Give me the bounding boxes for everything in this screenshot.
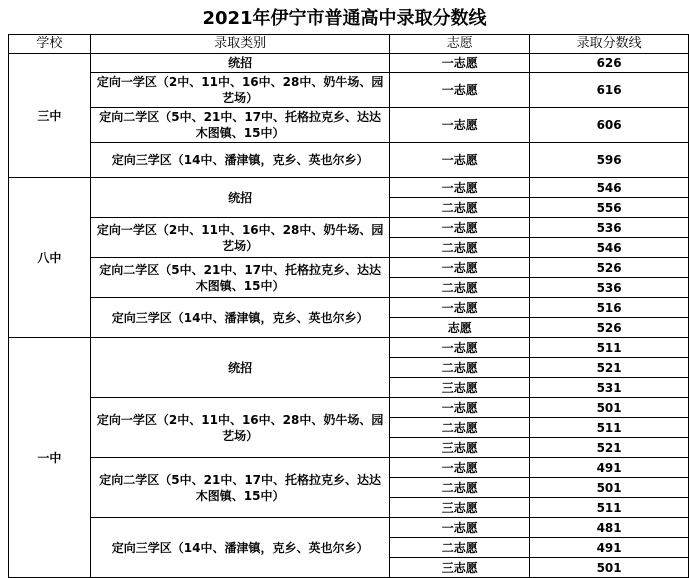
category-cell[interactable]: 定向二学区（5中、21中、17中、托格拉克乡、达达木图镇、15中）	[90, 258, 390, 298]
choice-cell[interactable]: 二志愿	[390, 418, 530, 438]
score-cell[interactable]: 536	[530, 278, 689, 298]
choice-cell[interactable]: 志愿	[390, 318, 530, 338]
score-cell[interactable]: 491	[530, 458, 689, 478]
school-cell[interactable]: 三中	[9, 54, 91, 178]
choice-cell[interactable]: 二志愿	[390, 478, 530, 498]
choice-cell[interactable]: 三志愿	[390, 498, 530, 518]
score-cell[interactable]: 616	[530, 73, 689, 108]
page-title: 2021年伊宁市普通高中录取分数线	[202, 8, 487, 29]
score-cell[interactable]: 491	[530, 538, 689, 558]
table-row	[9, 54, 689, 73]
choice-cell[interactable]: 二志愿	[390, 358, 530, 378]
score-cell[interactable]: 606	[530, 108, 689, 143]
table-row	[9, 108, 689, 143]
score-cell[interactable]: 501	[530, 478, 689, 498]
score-cell[interactable]: 511	[530, 338, 689, 358]
choice-cell[interactable]: 二志愿	[390, 278, 530, 298]
score-cell[interactable]: 511	[530, 418, 689, 438]
choice-cell[interactable]: 一志愿	[390, 178, 530, 198]
score-cell[interactable]: 546	[530, 238, 689, 258]
score-cell[interactable]: 546	[530, 178, 689, 198]
category-cell[interactable]: 定向一学区（2中、11中、16中、28中、奶牛场、园艺场）	[90, 398, 390, 458]
table-row	[9, 458, 689, 478]
category-cell[interactable]: 定向一学区（2中、11中、16中、28中、奶牛场、园艺场）	[90, 218, 390, 258]
header-category[interactable]: 录取类别	[90, 35, 390, 54]
score-cell[interactable]: 481	[530, 518, 689, 538]
category-cell[interactable]: 定向三学区（14中、潘津镇，克乡、英也尔乡）	[90, 298, 390, 338]
score-cell[interactable]: 556	[530, 198, 689, 218]
score-cell[interactable]: 516	[530, 298, 689, 318]
category-cell[interactable]: 统招	[90, 54, 390, 73]
table-row	[9, 338, 689, 358]
choice-cell[interactable]: 一志愿	[390, 518, 530, 538]
score-cell[interactable]: 521	[530, 358, 689, 378]
category-cell[interactable]: 定向二学区（5中、21中、17中、托格拉克乡、达达木图镇、15中）	[90, 108, 390, 143]
choice-cell[interactable]: 二志愿	[390, 538, 530, 558]
category-cell[interactable]: 定向三学区（14中、潘津镇，克乡、英也尔乡）	[90, 518, 390, 578]
score-table	[8, 34, 689, 578]
school-cell[interactable]: 一中	[9, 338, 91, 578]
choice-cell[interactable]: 三志愿	[390, 378, 530, 398]
choice-cell[interactable]: 一志愿	[390, 398, 530, 418]
category-cell[interactable]: 统招	[90, 338, 390, 398]
choice-cell[interactable]: 一志愿	[390, 458, 530, 478]
score-cell[interactable]: 521	[530, 438, 689, 458]
header-school[interactable]: 学校	[9, 35, 91, 54]
table-row	[9, 143, 689, 178]
table-row	[9, 258, 689, 278]
score-cell[interactable]: 501	[530, 398, 689, 418]
table-row	[9, 518, 689, 538]
table-row	[9, 178, 689, 198]
table-row	[9, 218, 689, 238]
score-cell[interactable]: 511	[530, 498, 689, 518]
choice-cell[interactable]: 一志愿	[390, 218, 530, 238]
category-cell[interactable]: 统招	[90, 178, 390, 218]
choice-cell[interactable]: 三志愿	[390, 558, 530, 578]
category-cell[interactable]: 定向一学区（2中、11中、16中、28中、奶牛场、园艺场）	[90, 73, 390, 108]
choice-cell[interactable]: 三志愿	[390, 438, 530, 458]
score-cell[interactable]: 526	[530, 258, 689, 278]
choice-cell[interactable]: 一志愿	[390, 258, 530, 278]
choice-cell[interactable]: 二志愿	[390, 198, 530, 218]
choice-cell[interactable]: 一志愿	[390, 338, 530, 358]
header-choice[interactable]: 志愿	[390, 35, 530, 54]
score-cell[interactable]: 531	[530, 378, 689, 398]
choice-cell[interactable]: 一志愿	[390, 108, 530, 143]
header-score[interactable]: 录取分数线	[530, 35, 689, 54]
score-cell[interactable]: 596	[530, 143, 689, 178]
score-cell[interactable]: 501	[530, 558, 689, 578]
table-body	[9, 54, 689, 578]
choice-cell[interactable]: 一志愿	[390, 143, 530, 178]
category-cell[interactable]: 定向三学区（14中、潘津镇，克乡、英也尔乡）	[90, 143, 390, 178]
school-cell[interactable]: 八中	[9, 178, 91, 338]
score-cell[interactable]: 526	[530, 318, 689, 338]
table-row	[9, 298, 689, 318]
choice-cell[interactable]: 一志愿	[390, 298, 530, 318]
table-row	[9, 73, 689, 108]
table-row	[9, 398, 689, 418]
score-cell[interactable]: 626	[530, 54, 689, 73]
choice-cell[interactable]: 二志愿	[390, 238, 530, 258]
score-cell[interactable]: 536	[530, 218, 689, 238]
category-cell[interactable]: 定向二学区（5中、21中、17中、托格拉克乡、达达木图镇、15中）	[90, 458, 390, 518]
choice-cell[interactable]: 一志愿	[390, 73, 530, 108]
choice-cell[interactable]: 一志愿	[390, 54, 530, 73]
header-row	[9, 35, 689, 54]
